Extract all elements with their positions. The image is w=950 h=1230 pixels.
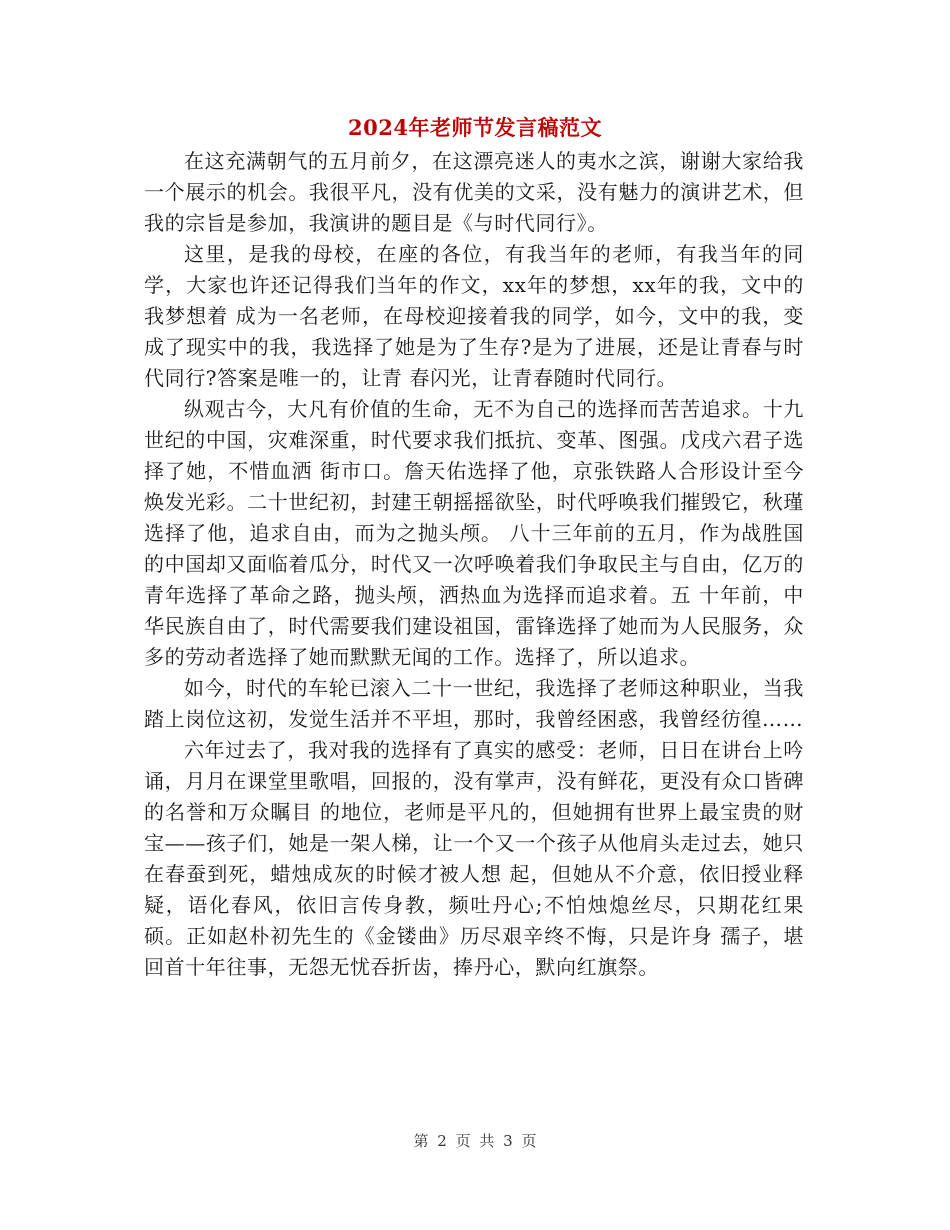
document-body bbox=[144, 146, 804, 983]
paragraph: 六年过去了，我对我的选择有了真实的感受：老师，日日在讲台上吟诵，月月在课堂里歌唱，回报的，没有掌声，没有鲜花，更没有众口皆碑的名誉和万众瞩目 的地位，老师是平凡的，但她拥有世界上最宝贵的财宝——孩子们，她是一架人梯，让一个又一个孩子从他肩头走过去，她只在春蚕到死，蜡烛成灰的时候才被人想 起，但她从不介意，依旧授业释疑，语化春风，依旧言传身教，频吐丹心;不怕烛熄丝尽，只期花红果硕。正如赵朴初先生的《金镂曲》历尽艰辛终不悔，只是许身 孺子，堪回首十年往事，无怨无忧吞折齿，捧丹心，默向红旗祭。 bbox=[144, 738, 804, 979]
paragraph: 纵观古今，大凡有价值的生命，无不为自己的选择而苦苦追求。十九世纪的中国，灾难深重，时代要求我们抵抗、变革、图强。戊戌六君子选择了她，不惜血洒 街市口。詹天佑选择了他，京张铁路人合形设计至今焕发光彩。二十世纪初，封建王朝摇摇欲坠，时代呼唤我们摧毁它，秋瑾选择了他，追求自由，而为之抛头颅。 八十三年前的五月，作为战胜国的中国却又面临着瓜分，时代又一次呼唤着我们争取民主与自由，亿万的青年选择了革命之路，抛头颅，洒热血为选择而追求着。五 十年前，中华民族自由了，时代需要我们建设祖国，雷锋选择了她而为人民服务，众多的劳动者选择了她而默默无闻的工作。选择了，所以追求。 bbox=[144, 397, 804, 669]
paragraph: 这里，是我的母校，在座的各位，有我当年的老师，有我当年的同学，大家也许还记得我们当年的作文，xx年的梦想，xx年的我，文中的我梦想着 成为一名老师，在母校迎接着我的同学，如今，文中的我，变成了现实中的我，我选择了她是为了生存?是为了进展，还是让青春与时代同行?答案是唯一的，让青 春闪光，让青春随时代同行。 bbox=[144, 242, 804, 390]
page-footer: 第 2 页 共 3 页 bbox=[413, 1132, 537, 1150]
paragraph: 如今，时代的车轮已滚入二十一世纪，我选择了老师这种职业，当我踏上岗位这初，发觉生活并不平坦，那时，我曾经困惑，我曾经彷徨…… bbox=[144, 676, 804, 731]
document-title: 2024年老师节发言稿范文 bbox=[348, 115, 602, 140]
paragraph: 在这充满朝气的五月前夕，在这漂亮迷人的夷水之滨，谢谢大家给我一个展示的机会。我很平凡，没有优美的文采，没有魅力的演讲艺术，但我的宗旨是参加，我演讲的题目是《与时代同行》。 bbox=[144, 149, 804, 235]
